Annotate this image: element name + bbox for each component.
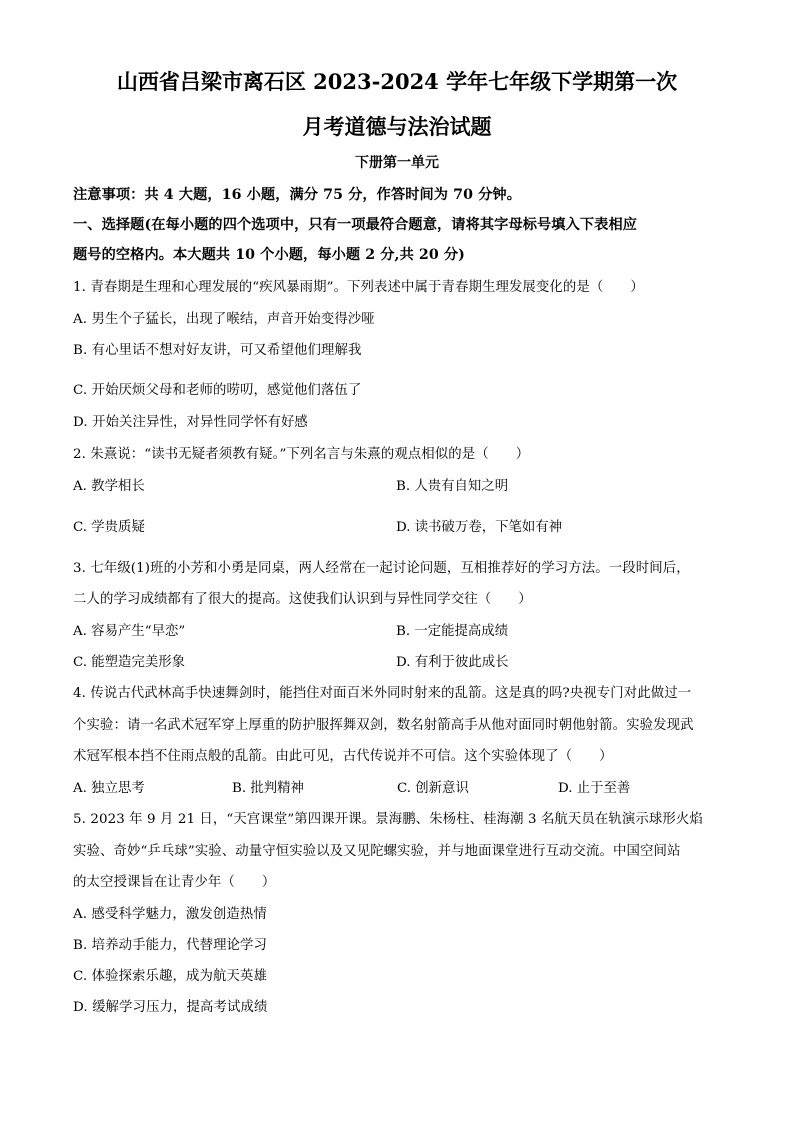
option-a: A. 容易产生“早恋” xyxy=(73,624,186,639)
exam-title-line1: 山西省吕梁市离石区 2023-2024 学年七年级下学期第一次 xyxy=(116,69,678,94)
exam-title-line2: 月考道德与法治试题 xyxy=(302,114,492,139)
option-c: C. 能塑造完美形象 xyxy=(73,655,186,670)
option-a: A. 男生个子猛长，出现了喉结，声音开始变得沙哑 xyxy=(73,312,375,327)
notice-text: 注意事项：共 4 大题，16 小题，满分 75 分，作答时间为 70 分钟。 xyxy=(73,187,521,203)
option-a: A. 感受科学魅力，激发创造热情 xyxy=(73,907,267,922)
option-b: B. 一定能提高成绩 xyxy=(396,624,509,639)
option-b: B. 培养动手能力，代替理论学习 xyxy=(73,938,268,953)
decorative-dot: · xyxy=(81,356,83,363)
option-d: D. 读书破万卷，下笔如有神 xyxy=(396,520,563,535)
option-c: C. 学贵质疑 xyxy=(73,520,145,535)
question-stem: 二人的学习成绩都有了很大的提高。这使我们认识到与异性同学交往（ ） xyxy=(73,592,532,607)
option-c: C. 开始厌烦父母和老师的唠叨，感觉他们落伍了 xyxy=(73,383,362,398)
question-stem: 的太空授课旨在让青少年（ ） xyxy=(73,875,276,890)
section-heading-line1: 一、选择题(在每小题的四个选项中，只有一项最符合题意，请将其字母标号填入下表相应 xyxy=(73,217,638,233)
option-a: A. 独立思考 xyxy=(73,781,145,796)
question-stem: 5. 2023 年 9 月 21 日，“天宫课堂”第四课开课。景海鹏、朱杨柱、桂海潮 3 名航天员在轨演示球形火焰 xyxy=(73,812,703,827)
question-stem: 2. 朱熹说：“读书无疑者须教有疑。”下列名言与朱熹的观点相似的是（ ） xyxy=(73,447,530,462)
question-stem: 个实验：请一名武术冠军穿上厚重的防护服挥舞双剑，数名射箭高手从他对面同时朝他射箭。实验发现武 xyxy=(73,718,694,733)
option-d: D. 止于至善 xyxy=(558,781,631,796)
exam-subtitle: 下册第一单元 xyxy=(355,155,439,171)
option-b: B. 人贵有自知之明 xyxy=(396,479,509,494)
option-b: B. 批判精神 xyxy=(232,781,304,796)
option-d: D. 开始关注异性，对异性同学怀有好感 xyxy=(73,415,308,430)
option-c: C. 创新意识 xyxy=(397,781,469,796)
option-c: C. 体验探索乐趣，成为航天英雄 xyxy=(73,969,267,984)
question-stem: 术冠军根本挡不住雨点般的乱箭。由此可见，古代传说并不可信。这个实验体现了（ ） xyxy=(73,749,613,764)
option-a: A. 教学相长 xyxy=(73,479,145,494)
option-b: B. 有心里话不想对好友讲，可又希望他们理解我 xyxy=(73,343,362,358)
question-stem: 4. 传说古代武林高手快速舞剑时，能挡住对面百米外同时射来的乱箭。这是真的吗?央视专门对此做过一 xyxy=(73,686,692,701)
question-stem: 3. 七年级(1)班的小芳和小勇是同桌，两人经常在一起讨论问题，互相推荐好的学习方法。一段时间后， xyxy=(73,561,690,576)
option-d: D. 有利于彼此成长 xyxy=(396,655,509,670)
option-d: D. 缓解学习压力，提高考试成绩 xyxy=(73,1000,268,1015)
section-heading-line2: 题号的空格内。本大题共 10 个小题，每小题 2 分,共 20 分) xyxy=(73,247,465,263)
question-stem: 1. 青春期是生理和心理发展的“疾风暴雨期”。下列表述中属于青春期生理发展变化的是（ ） xyxy=(73,280,644,295)
question-stem: 实验、奇妙“乒乓球”实验、动量守恒实验以及又见陀螺实验，并与地面课堂进行互动交流。中国空间站 xyxy=(73,844,681,859)
